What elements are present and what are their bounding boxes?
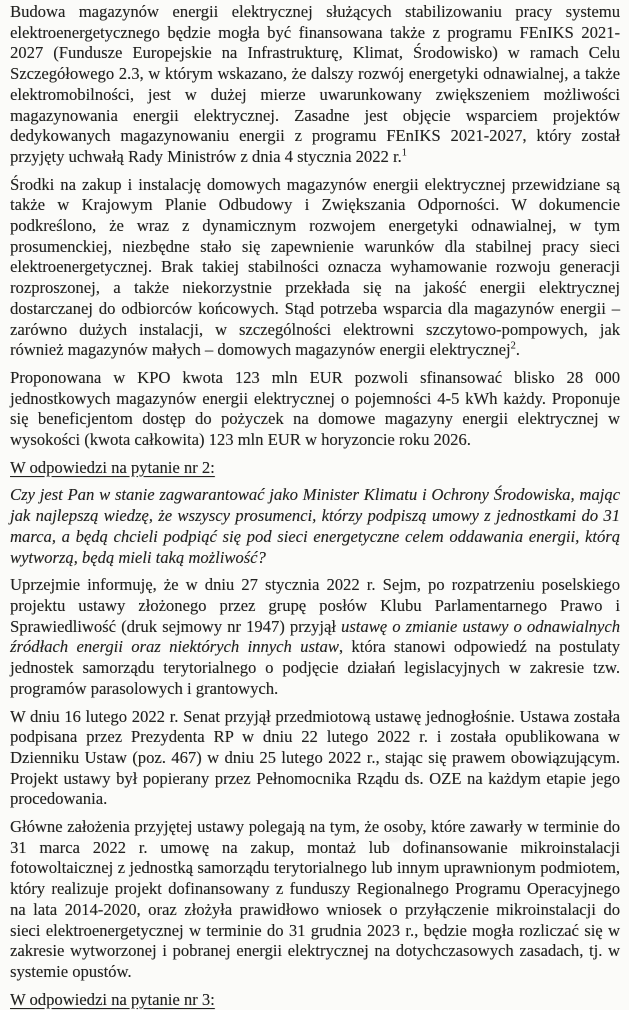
paragraph-kpo-amount [10, 368, 620, 451]
section-heading-question-3 [10, 990, 620, 1010]
paragraph-text: , która stanowi odpowiedź na postulaty jednostek samorządu terytorialnego o podjęcie działań legislacyjnych w zakresie tzw. programów parasolowych i grantowych. [10, 637, 620, 698]
footnote-reference-2: 2 [510, 340, 516, 352]
paragraph-text: Proponowana w KPO kwota 123 mln EUR pozwoli sfinansować blisko 28 000 jednostkowych magazynów energii elektrycznej o pojemności 4-5 kWh każdy. Proponuje się beneficjentom dostęp do pożyczek na domowe magazyny energii elektrycznej w wysokości (kwota całkowita) 123 mln EUR w horyzoncie roku 2026. [10, 367, 620, 450]
act-title-italic: ustawę o zmianie ustawy o odnawialnych źródłach energii oraz niektórych innych ustaw [10, 616, 620, 657]
paragraph-kpo-storage [10, 175, 620, 361]
paragraph-feniks-funding [10, 2, 620, 168]
quoted-question-2 [10, 485, 620, 568]
heading-text: W odpowiedzi na pytanie nr 3: [10, 989, 215, 1009]
paragraph-text: W dniu 16 lutego 2022 r. Senat przyjął przedmiotową ustawę jednogłośnie. Ustawa została podpisana przez Prezydenta RP w dniu 22 lutego 2022 r. i została opublikowana w Dzienniku Ustaw (poz. 467) w dniu 25 lutego 2022 r., stając się prawem obowiązującym. Projekt ustawy był popierany przez Pełnomocnika Rządu ds. OZE na każdym etapie jego procedowania. [10, 706, 620, 809]
footnote-reference-1: 1 [401, 147, 407, 159]
paragraph-act-provisions [10, 817, 620, 983]
heading-text: W odpowiedzi na pytanie nr 2: [10, 457, 215, 477]
paragraph-text: Główne założenia przyjętej ustawy polegają na tym, że osoby, które zawarły w terminie do 31 marca 2022 r. umowę na zakup, montaż lub dofinansowanie mikroinstalacji fotowoltaicznej z jednostką samorządu terytorialnego lub innym uprawnionym podmiotem, który realizuje projekt dofinansowany z funduszy Regionalnego Programu Operacyjnego na lata 2014-2020, oraz złożyła prawidłowo wniosek o przyłączenie mikroinstalacji do sieci elektroenergetycznej w terminie do 31 grudnia 2023 r., będzie mogła rozliczać się w zakresie wytworzonej i pobranej energii elektrycznej na dotychczasowych zasadach, tj. w systemie opustów. [10, 817, 620, 981]
paragraph-text: Budowa magazynów energii elektrycznej służących stabilizowaniu pracy systemu elektroenergetycznego będzie mogła być finansowana także z programu FEnIKS 2021-2027 (Fundusze Europejskie na Infrastrukturę, Klimat, Środowisko) w ramach Celu Szczegółowego 2.3, w którym wskazano, że dalszy rozwój energetyki odnawialnej, a także elektromobilności, jest w dużej mierze uwarunkowany zwiększeniem możliwości magazynowania energii elektrycznej. Zasadne jest objęcie wsparciem projektów dedykowanych magazynowaniu energii z programu FEnIKS 2021-2027, który został przyjęty uchwałą Rady Ministrów z dnia 4 stycznia 2022 r. [10, 2, 620, 166]
question-text: Czy jest Pan w stanie zagwarantować jako Minister Klimatu i Ochrony Środowiska, mając jak najlepszą wiedzę, że wszyscy prosumenci, którzy podpiszą umowy z jednostkami do 31 marca, a będą chcieli podpiąć się pod sieci energetyczne celem oddawania energii, którą wytworzą, będą mieli taką możliwość? [10, 485, 620, 567]
paragraph-senat-president [10, 707, 620, 811]
paragraph-text: Środki na zakup i instalację domowych magazynów energii elektrycznej przewidziane są także w Krajowym Planie Odbudowy i Zwiększania Odporności. W dokumencie podkreślono, że wraz z dynamicznym rozwojem energetyki odnawialnej, w tym prosumenckiej, niezbędne stało się zapewnienie warunków dla stabilnej pracy sieci elektroenergetycznej. Brak takiej stabilności oznacza wyhamowanie rozwoju generacji rozproszonej, a także niekorzystnie przekłada się na jakość energii elektrycznej dostarczanej do odbiorców końcowych. Stąd potrzeba wsparcia dla magazynów energii – zarówno dużych instalacji, w szczególności elektrowni szczytowo-pompowych, jak również magazynów małych – domowych magazynów energii elektrycznej [10, 174, 620, 360]
paragraph-sejm-act [10, 575, 620, 699]
paragraph-text-after-footnote: . [515, 340, 520, 360]
paragraph-text: Uprzejmie informuję, że w dniu 27 stycznia 2022 r. Sejm, po rozpatrzeniu poselskiego projektu ustawy złożonego przez grupę posłów Klubu Parlamentarnego Prawo i Sprawiedliwość (druk sejmowy nr 1947) przyjął [10, 575, 620, 636]
section-heading-question-2 [10, 458, 620, 479]
